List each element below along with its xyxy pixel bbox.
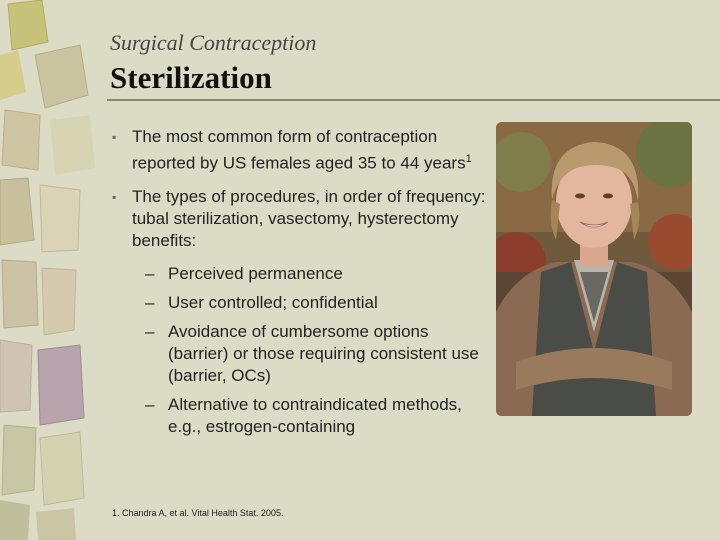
- bullet-text: The types of procedures, in order of frequency: tubal sterilization, vasectomy, hysterectomy benefits:: [132, 186, 486, 250]
- subbullet-item: [112, 292, 492, 314]
- bullet-item: [112, 186, 492, 252]
- subbullet-text: Alternative to contraindicated methods, e.g., estrogen-containing: [168, 394, 462, 436]
- subbullet-text: User controlled; confidential: [168, 292, 378, 312]
- subbullet-item: [112, 394, 492, 438]
- dash-bullet-icon: –: [145, 263, 155, 283]
- slide-subtitle: Surgical Contraception: [110, 30, 317, 55]
- bullet-text: The most common form of contraception reported by US females aged 35 to 44 years: [132, 127, 466, 173]
- dash-bullet-icon: –: [145, 321, 155, 341]
- slide-title: Sterilization: [110, 60, 272, 95]
- bullet-item: [112, 126, 492, 175]
- dash-bullet-icon: –: [145, 394, 155, 414]
- footnote: 1. Chandra A, et al. Vital Health Stat. 2005.: [112, 508, 284, 518]
- woman-portrait-photo: [496, 122, 692, 416]
- subbullet-item: [112, 263, 492, 285]
- footnote-marker: 1: [465, 153, 472, 165]
- square-bullet-icon: ▪: [112, 130, 117, 144]
- title-divider: [107, 99, 720, 101]
- slide-body: [112, 126, 492, 445]
- subbullet-item: [112, 321, 492, 387]
- subbullet-text: Avoidance of cumbersome options (barrier) or those requiring consistent use (barrier, OCs): [168, 321, 479, 385]
- decorative-tile-strip: [0, 0, 100, 540]
- dash-bullet-icon: –: [145, 292, 155, 312]
- subbullet-text: Perceived permanence: [168, 263, 343, 283]
- square-bullet-icon: ▪: [112, 189, 117, 204]
